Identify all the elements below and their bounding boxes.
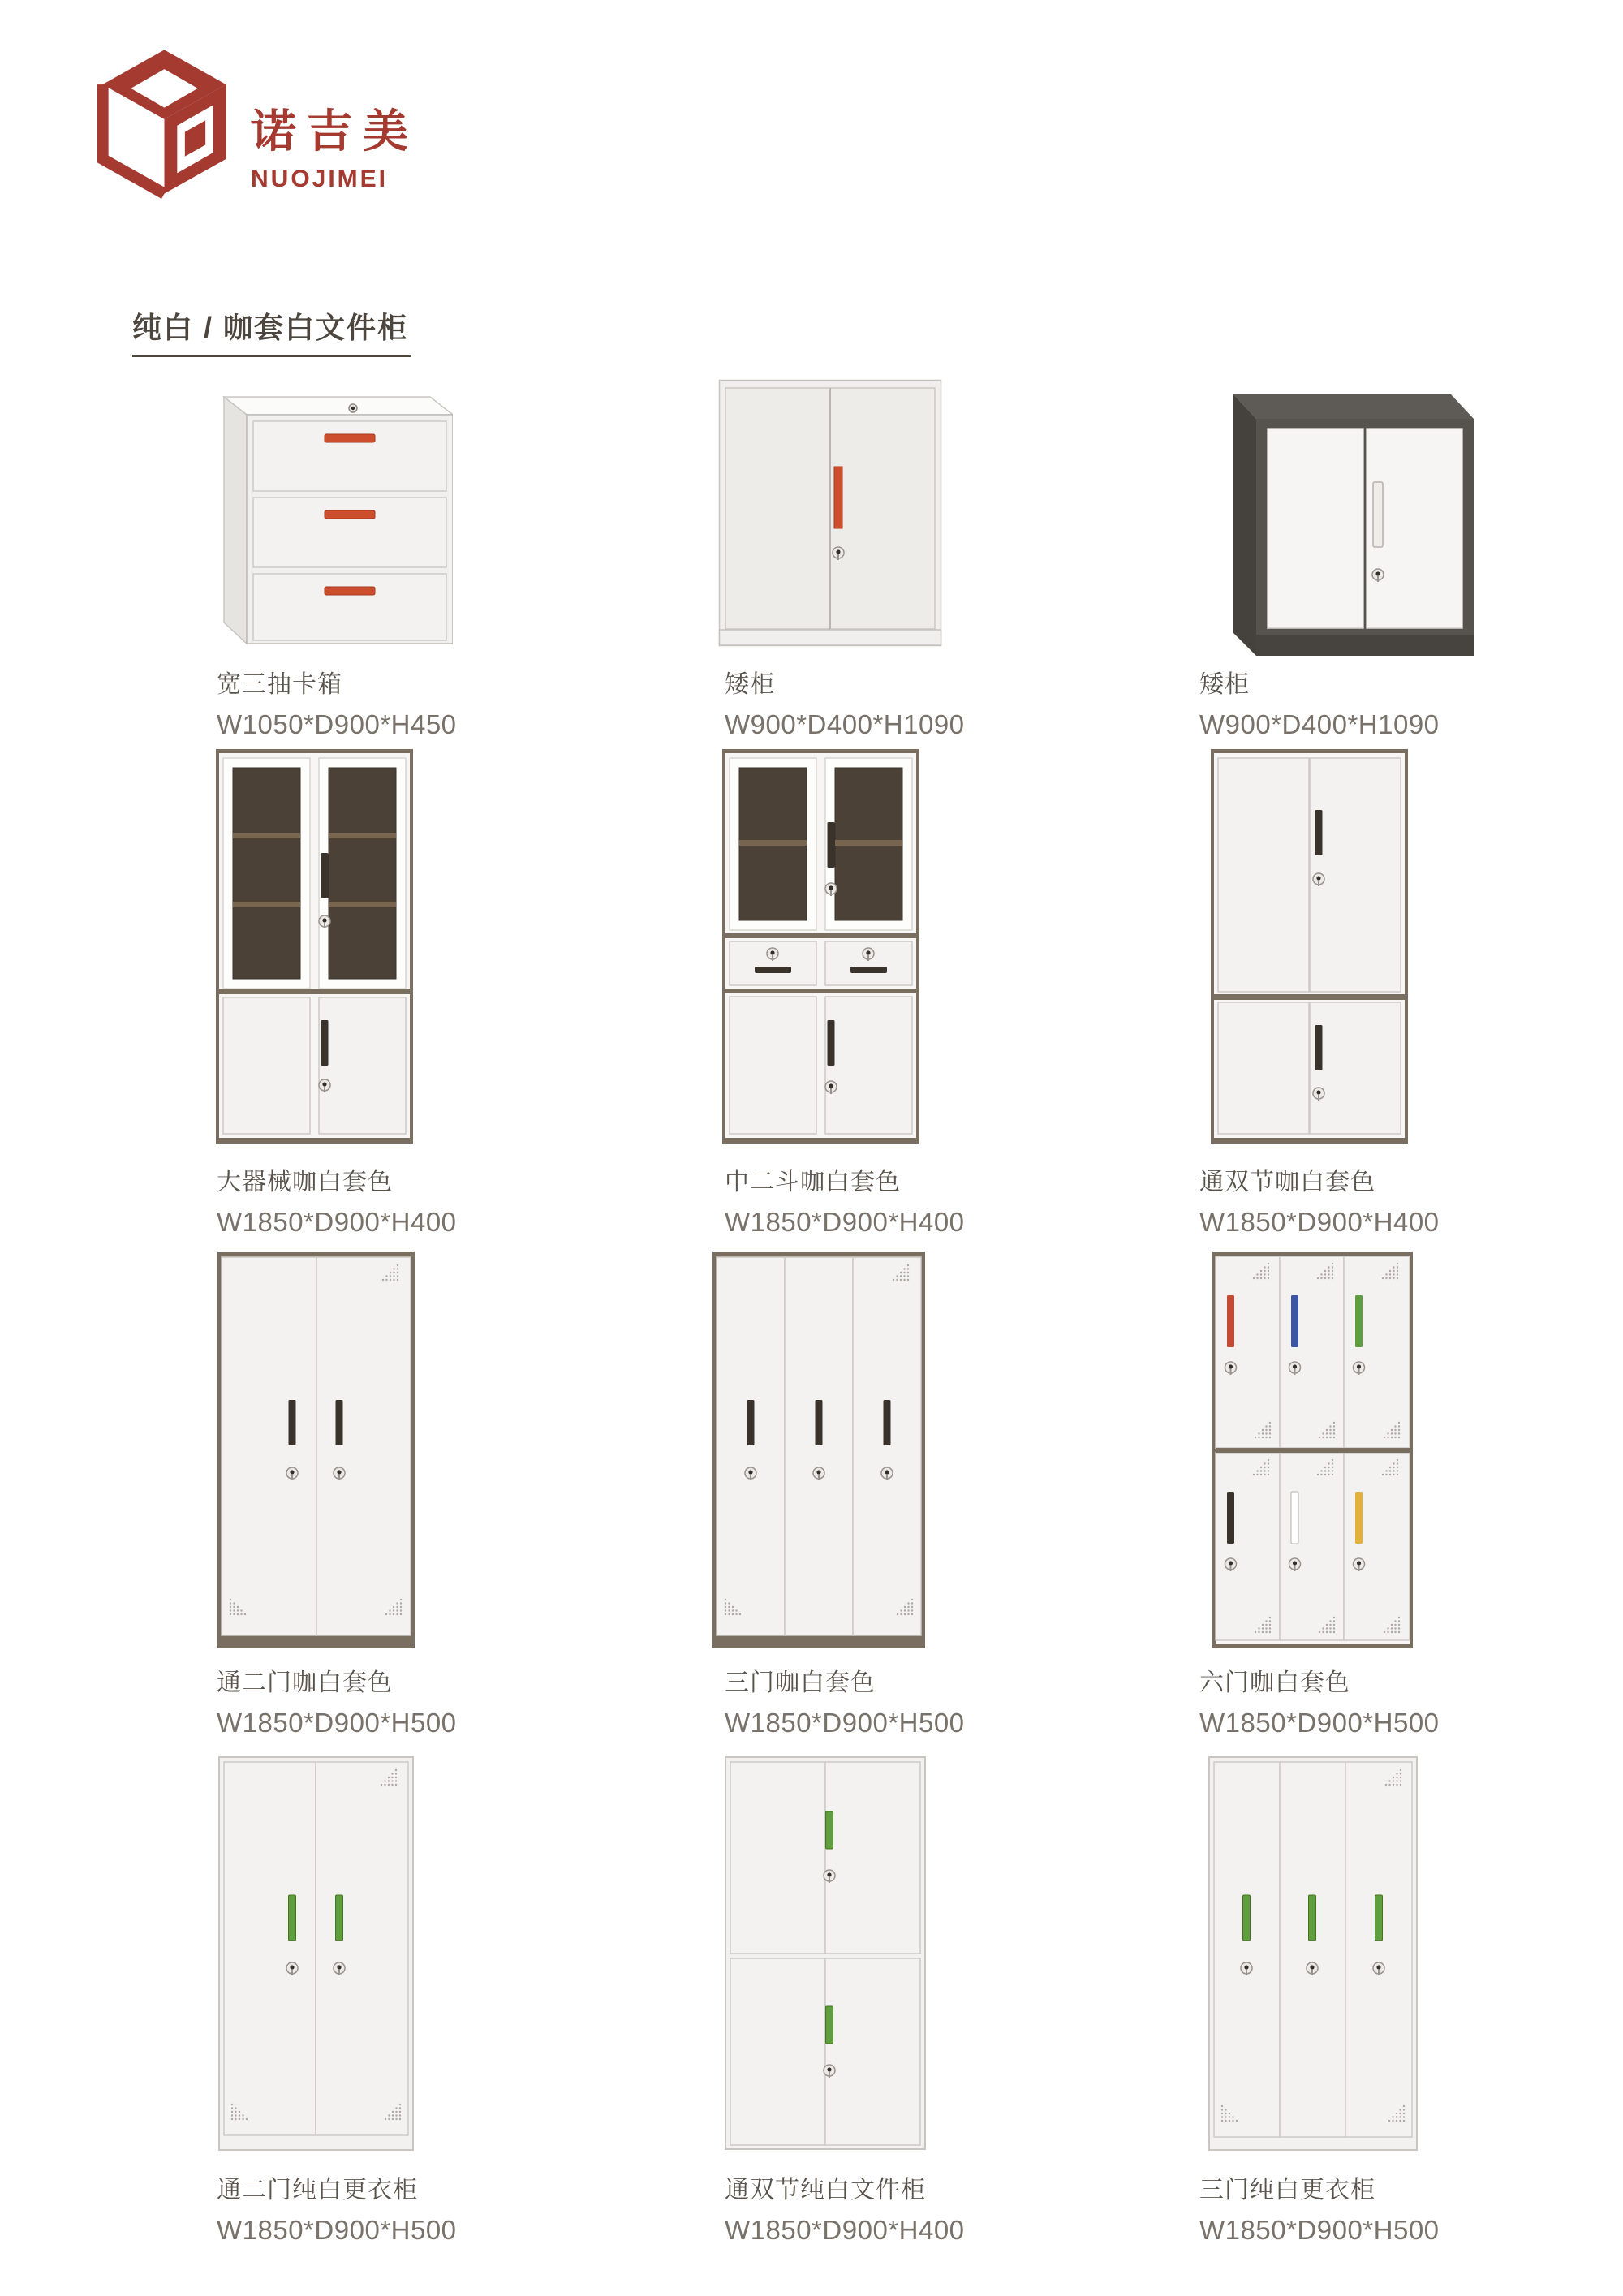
product-dims: W1050*D900*H450 [217, 709, 457, 739]
product-image-two-door-white [217, 1755, 415, 2156]
product-caption [1199, 1662, 1440, 1738]
product-dims: W1850*D900*H400 [217, 1207, 457, 1237]
product-dims: W1850*D900*H400 [1199, 1207, 1440, 1237]
product-caption [217, 1161, 457, 1238]
product-image-low-cabinet-dark [1211, 386, 1474, 660]
product-image-three-door-coffee [712, 1252, 925, 1652]
product-image-glass-cabinet [216, 749, 413, 1148]
page-title: 纯白 / 咖套白文件柜 [132, 305, 411, 357]
product-dims: W1850*D900*H500 [1199, 1708, 1440, 1738]
product-dims: W1850*D900*H500 [217, 2215, 457, 2245]
logo-text-en: NUOJIMEI [251, 165, 389, 192]
product-dims: W900*D400*H1090 [725, 709, 965, 739]
product-caption [217, 664, 457, 740]
product-caption [725, 1161, 965, 1238]
product-dims: W1850*D900*H400 [725, 1207, 965, 1237]
product-name: 大器械咖白套色 [217, 1169, 393, 1195]
product-name: 通二门纯白更衣柜 [217, 2177, 418, 2203]
product-caption [1199, 664, 1440, 740]
product-caption [217, 2169, 457, 2246]
product-name: 宽三抽卡箱 [217, 671, 342, 698]
product-dims: W1850*D900*H400 [725, 2215, 965, 2245]
product-name: 矮柜 [725, 671, 775, 698]
logo-text [251, 108, 419, 193]
product-caption [1199, 1161, 1440, 1238]
product-caption [1199, 2169, 1440, 2246]
product-name: 六门咖白套色 [1199, 1669, 1350, 1696]
product-image-low-cabinet-white [718, 379, 942, 657]
product-caption [725, 1662, 965, 1738]
product-dims: W1850*D900*H500 [217, 1708, 457, 1738]
product-name: 矮柜 [1199, 671, 1250, 698]
product-name: 通双节纯白文件柜 [725, 2177, 926, 2203]
product-name: 三门咖白套色 [725, 1669, 876, 1696]
logo-text-cn: 诺吉美 [251, 106, 419, 157]
product-image-double-section-white [724, 1755, 927, 2155]
product-name: 中二斗咖白套色 [725, 1169, 901, 1195]
product-name: 通双节咖白套色 [1199, 1169, 1375, 1195]
product-dims: W900*D400*H1090 [1199, 709, 1440, 739]
logo-cube-icon [97, 45, 231, 199]
product-name: 通二门咖白套色 [217, 1669, 393, 1696]
product-caption [725, 2169, 965, 2246]
product-dims: W1850*D900*H500 [1199, 2215, 1440, 2245]
product-image-two-door-coffee [217, 1252, 415, 1652]
product-image-six-door-coffee [1212, 1252, 1413, 1652]
product-caption [725, 664, 965, 740]
product-name: 三门纯白更衣柜 [1199, 2177, 1375, 2203]
product-caption [217, 1662, 457, 1738]
product-image-double-section-coffee [1211, 749, 1408, 1148]
product-image-glass-drawer-cabinet [722, 749, 919, 1148]
brand-logo [97, 45, 419, 199]
product-dims: W1850*D900*H500 [725, 1708, 965, 1738]
product-image-wide-3-drawer [217, 387, 453, 649]
product-image-three-door-white [1208, 1755, 1419, 2156]
